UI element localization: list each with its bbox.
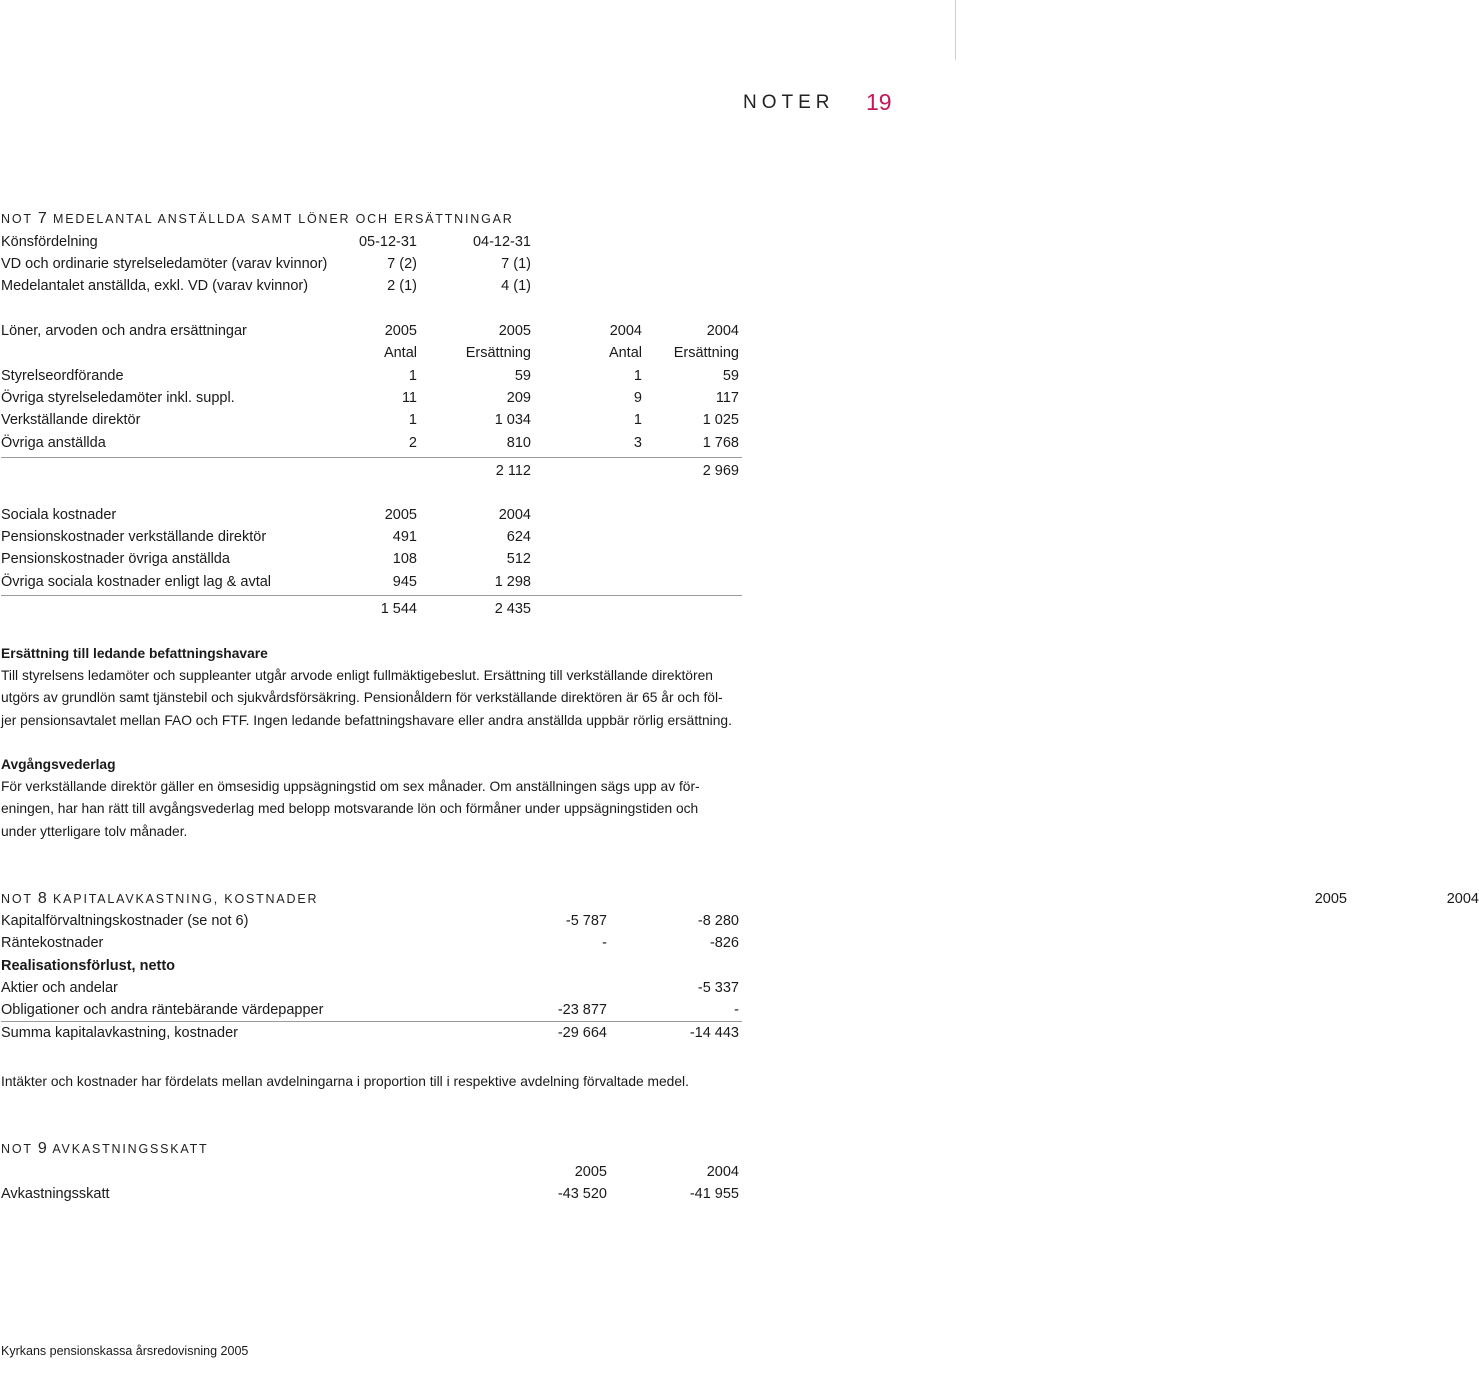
gender-row-value-2: 4 (1) <box>501 278 531 294</box>
note9-title <box>1 1140 208 1158</box>
salary-total-divider <box>1 457 742 458</box>
note8-cell: -5 337 <box>697 980 739 996</box>
note9-cell: -41 955 <box>689 1186 739 1202</box>
note7-title <box>1 210 514 228</box>
note9-title-prefix: NOT <box>1 1142 33 1156</box>
social-header-label: Sociala kostnader <box>1 507 117 523</box>
severance-line: eningen, har han rätt till avgångsvederlag med belopp motsvarande lön och förmåner under uppsägningstiden och <box>1 801 699 817</box>
note7-title-number: 7 <box>37 210 48 227</box>
social-row-label: Pensionskostnader verkställande direktör <box>1 529 267 545</box>
social-total-divider <box>1 595 742 596</box>
salary-cell: 2 <box>408 435 417 451</box>
note8-title <box>1 889 318 909</box>
salary-cell: 1 034 <box>494 412 531 428</box>
salary-cell: 209 <box>506 390 531 406</box>
note9-year: 2004 <box>706 1164 739 1180</box>
note8-row-label: Obligationer och andra räntebärande värdepapper <box>1 1002 324 1018</box>
section-header-label: NOTER <box>743 92 835 113</box>
gender-header-label: Könsfördelning <box>1 234 98 250</box>
social-row-label: Övriga sociala kostnader enligt lag & avtal <box>1 574 272 590</box>
salary-cell: 810 <box>506 435 531 451</box>
salary-cell: 59 <box>722 368 739 384</box>
salary-cell: 1 025 <box>702 412 739 428</box>
social-cell: 624 <box>506 529 531 545</box>
note8-cell: - <box>602 935 607 951</box>
note8-subheading: Realisationsförlust, netto <box>1 958 176 974</box>
social-cell: 945 <box>392 574 417 590</box>
note8-year: 2005 <box>1314 891 1347 907</box>
gender-row-label: VD och ordinarie styrelseledamöter (varav kvinnor) <box>1 256 328 272</box>
table-header-row <box>1 889 1479 909</box>
note7-title-text: MEDELANTAL ANSTÄLLDA SAMT LÖNER OCH ERSÄTTNINGAR <box>53 212 514 226</box>
social-cell: 512 <box>506 551 531 567</box>
note8-row-label: Kapitalförvaltningskostnader (se not 6) <box>1 913 249 929</box>
salary-cell: 1 <box>633 368 642 384</box>
social-total-2004: 2 435 <box>494 601 531 617</box>
compensation-line: utgörs av grundlön samt tjänstebil och sjukvårdsförsäkring. Pensionåldern för verkställande direktören är 65 år och föl- <box>1 690 723 706</box>
severance-paragraph <box>1 754 761 843</box>
salary-cell: 1 <box>408 412 417 428</box>
salary-row-label: Styrelseordförande <box>1 368 124 384</box>
note8-row-label: Summa kapitalavkastning, kostnader <box>1 1025 238 1041</box>
compensation-line: Till styrelsens ledamöter och suppleanter utgår arvode enligt fullmäktigebeslut. Ersättning till verkställande direktören <box>1 668 713 684</box>
salary-cell: 1 <box>408 368 417 384</box>
salary-cell: 1 <box>633 412 642 428</box>
note8-year: 2004 <box>1446 891 1479 907</box>
salary-header-label: Löner, arvoden och andra ersättningar <box>1 323 247 339</box>
salary-header-year: 2004 <box>609 323 642 339</box>
salary-cell: 3 <box>633 435 642 451</box>
note8-cell: -826 <box>709 935 739 951</box>
note8-cell: -14 443 <box>689 1025 739 1041</box>
note9-row-label: Avkastningsskatt <box>1 1186 110 1202</box>
salary-cell: 9 <box>633 390 642 406</box>
compensation-paragraph <box>1 643 761 732</box>
gender-row-value-2: 7 (1) <box>501 256 531 272</box>
note8-title-prefix: NOT <box>1 892 33 906</box>
gender-row-value-1: 7 (2) <box>387 256 417 272</box>
compensation-line: jer pensionsavtalet mellan FAO och FTF. Ingen ledande befattningshavare eller andra anställda uppbär rörlig ersättning. <box>1 712 732 728</box>
note8-cell: - <box>734 1002 739 1018</box>
note8-cell: -5 787 <box>565 913 607 929</box>
note9-title-number: 9 <box>37 1140 48 1157</box>
gender-row-label: Medelantalet anställda, exkl. VD (varav kvinnor) <box>1 278 309 294</box>
salary-cell: 1 768 <box>702 435 739 451</box>
salary-header-year: 2005 <box>384 323 417 339</box>
severance-line: För verkställande direktör gäller en ömsesidig uppsägningstid om sex månader. Om anställningen sägs upp av för- <box>1 779 700 795</box>
salary-row-label: Övriga styrelseledamöter inkl. suppl. <box>1 390 235 406</box>
gender-header-date-2: 04-12-31 <box>472 234 531 250</box>
gender-row-value-1: 2 (1) <box>387 278 417 294</box>
page-number: 19 <box>866 89 892 115</box>
salary-row-label: Övriga anställda <box>1 435 106 451</box>
compensation-heading: Ersättning till ledande befattningshavare <box>1 646 268 661</box>
salary-cell: 117 <box>715 390 739 406</box>
gender-header-date-1: 05-12-31 <box>358 234 417 250</box>
note8-cell: -23 877 <box>557 1002 607 1018</box>
note8-row-label: Räntekostnader <box>1 935 104 951</box>
note8-row-label: Aktier och andelar <box>1 980 118 996</box>
note8-footnote: Intäkter och kostnader har fördelats mellan avdelningarna i proportion till i respektive avdelning förvaltade medel. <box>1 1074 689 1089</box>
salary-header-year: 2004 <box>706 323 739 339</box>
social-cell: 108 <box>392 551 417 567</box>
page-footer: Kyrkans pensionskassa årsredovisning 2005 <box>1 1344 249 1358</box>
salary-header-year: 2005 <box>498 323 531 339</box>
salary-header-sub: Ersättning <box>673 345 739 361</box>
note8-title-text: KAPITALAVKASTNING, KOSTNADER <box>53 892 319 906</box>
note9-cell: -43 520 <box>557 1186 607 1202</box>
severance-line: under ytterligare tolv månader. <box>1 823 188 839</box>
salary-total-2005: 2 112 <box>495 463 531 479</box>
note8-cell: -29 664 <box>557 1025 607 1041</box>
salary-cell: 11 <box>401 390 417 406</box>
social-total-2005: 1 544 <box>380 601 417 617</box>
salary-cell: 59 <box>514 368 531 384</box>
note8-cell: -8 280 <box>697 913 739 929</box>
note7-title-prefix: NOT <box>1 212 33 226</box>
social-cell: 491 <box>392 529 417 545</box>
social-row-label: Pensionskostnader övriga anställda <box>1 551 230 567</box>
salary-header-sub: Ersättning <box>465 345 531 361</box>
salary-header-sub: Antal <box>383 345 417 361</box>
salary-row-label: Verkställande direktör <box>1 412 141 428</box>
note9-title-text: AVKASTNINGSSKATT <box>52 1142 209 1156</box>
note8-total-divider <box>1 1021 742 1022</box>
social-header-year: 2004 <box>498 507 531 523</box>
social-header-year: 2005 <box>384 507 417 523</box>
note9-year: 2005 <box>574 1164 607 1180</box>
page-edge-line <box>955 0 956 60</box>
salary-total-2004: 2 969 <box>702 463 739 479</box>
social-cell: 1 298 <box>494 574 531 590</box>
severance-heading: Avgångsvederlag <box>1 757 116 772</box>
note8-title-number: 8 <box>37 890 48 907</box>
salary-header-sub: Antal <box>608 345 642 361</box>
